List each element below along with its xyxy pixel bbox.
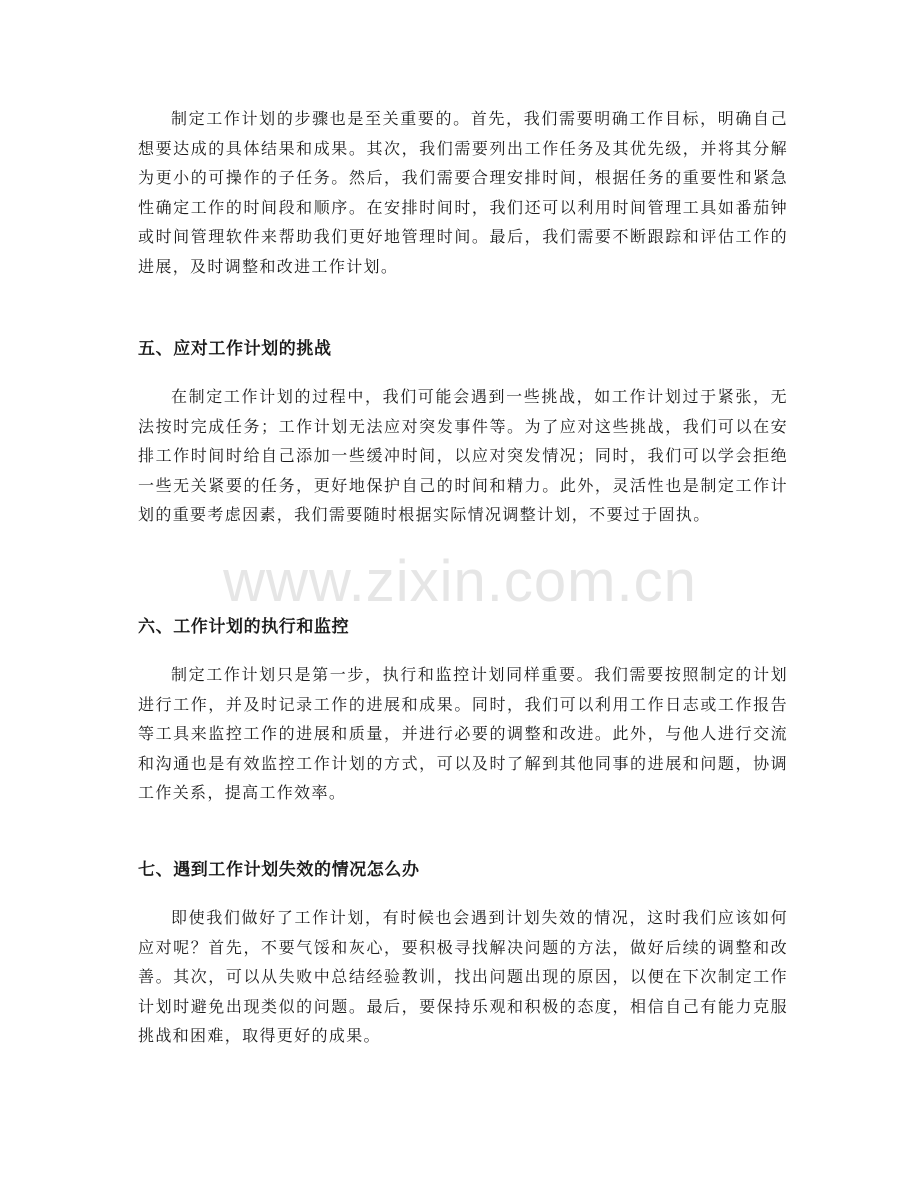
- watermark: www.zixin.com.cn: [223, 549, 697, 614]
- heading-text: 六、工作计划的执行和监控: [138, 617, 350, 637]
- section-heading-7: [138, 858, 788, 882]
- heading-text: 七、遇到工作计划失效的情况怎么办: [138, 860, 420, 880]
- paragraph-text: 制定工作计划的步骤也是至关重要的。首先，我们需要明确工作目标，明确自己想要达成的具体结果和成果。其次，我们需要列出工作任务及其优先级，并将其分解为更小的可操作的子任务。然后，我们需要合理安排时间，根据任务的重要性和紧急性确定工作的时间段和顺序。在安排时间时，我们还可以利用时间管理工具如番茄钟或时间管理软件来帮助我们更好地管理时间。最后，我们需要不断跟踪和评估工作的进展，及时调整和改进工作计划。: [138, 109, 788, 276]
- heading-text: 五、应对工作计划的挑战: [138, 339, 332, 359]
- paragraph-text: 制定工作计划只是第一步，执行和监控计划同样重要。我们需要按照制定的计划进行工作，并及时记录工作的进展和成果。同时，我们可以利用工作日志或工作报告等工具来监控工作的进展和质量，并进行必要的调整和改进。此外，与他人进行交流和沟通也是有效监控工作计划的方式，可以及时了解到其他同事的进展和问题，协调工作关系，提高工作效率。: [138, 665, 788, 802]
- paragraph-text: 即使我们做好了工作计划，有时候也会遇到计划失效的情况，这时我们应该如何应对呢？首先，不要气馁和灰心，要积极寻找解决问题的方法，做好后续的调整和改善。其次，可以从失败中总结经验教训，找出问题出现的原因，以便在下次制定工作计划时避免出现类似的问题。最后，要保持乐观和积极的态度，相信自己有能力克服挑战和困难，取得更好的成果。: [138, 908, 788, 1045]
- paragraph-steps: [138, 104, 788, 281]
- section-heading-6: [138, 615, 788, 639]
- paragraph-text: 在制定工作计划的过程中，我们可能会遇到一些挑战，如工作计划过于紧张，无法按时完成任务；工作计划无法应对突发事件等。为了应对这些挑战，我们可以在安排工作时间时给自己添加一些缓冲时间，以应对突发情况；同时，我们可以学会拒绝一些无关紧要的任务，更好地保护自己的时间和精力。此外，灵活性也是制定工作计划的重要考虑因素，我们需要随时根据实际情况调整计划，不要过于固执。: [138, 387, 788, 524]
- paragraph-failure: [138, 903, 788, 1051]
- section-heading-5: [138, 337, 788, 361]
- paragraph-challenges: [138, 382, 788, 530]
- paragraph-execution: [138, 660, 788, 808]
